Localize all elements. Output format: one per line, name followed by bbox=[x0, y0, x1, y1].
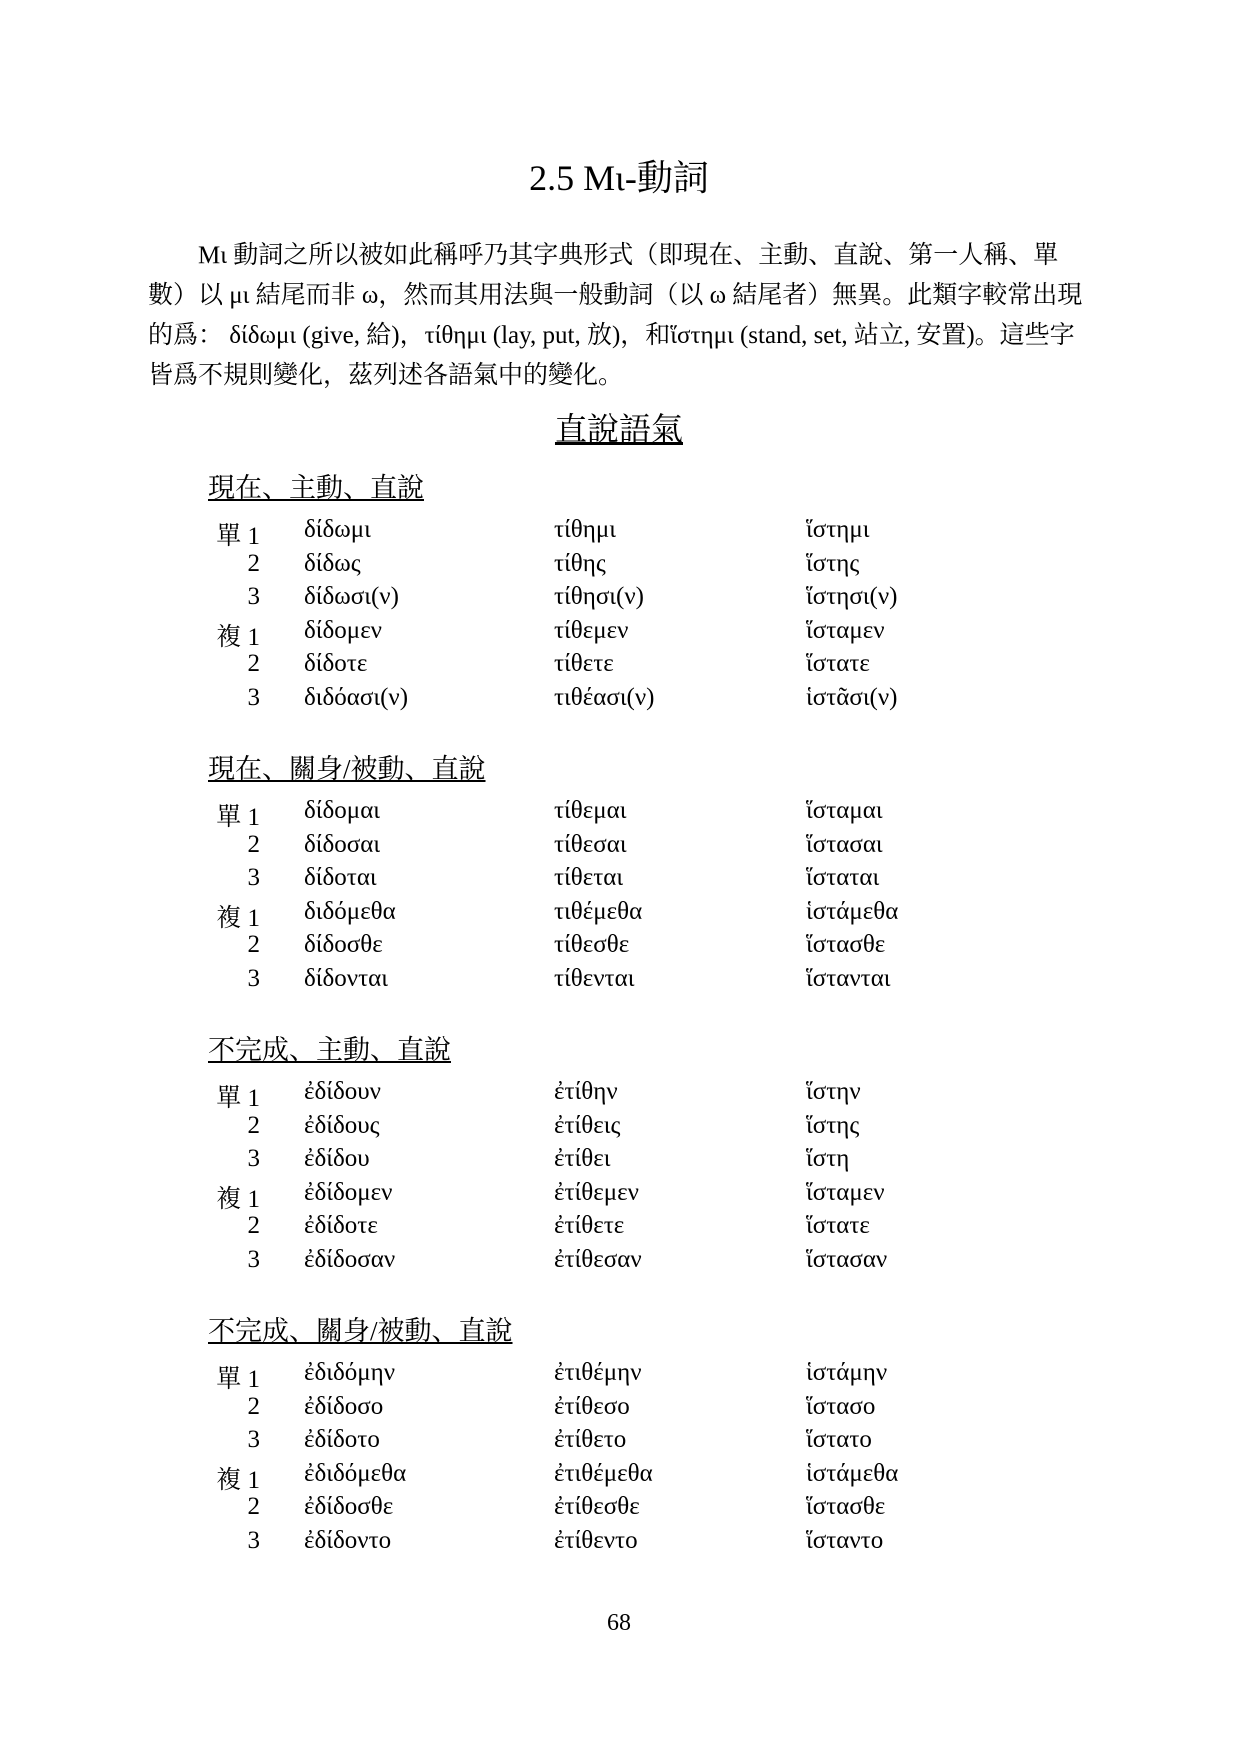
table-row bbox=[208, 797, 883, 831]
histemi-form: ἵστασο bbox=[806, 1392, 876, 1420]
histemi-form: ἵστανται bbox=[806, 964, 891, 992]
table-row bbox=[208, 1245, 888, 1280]
tithemi-form: ἐτίθεντο bbox=[554, 1526, 638, 1554]
person-label: 3 bbox=[247, 964, 260, 992]
person-label: 2 bbox=[247, 1111, 260, 1139]
conjugation-section bbox=[208, 468, 898, 717]
person-label: 複 1 bbox=[216, 1185, 260, 1213]
tithemi-form: ἐτίθεσθε bbox=[554, 1493, 640, 1520]
histemi-form: ἵσταμεν bbox=[806, 616, 885, 644]
histemi-form: ἵστασαι bbox=[806, 830, 883, 858]
histemi-form: ἱστάμην bbox=[806, 1359, 888, 1386]
mood-heading: 直說語氣 bbox=[554, 411, 683, 447]
didomi-form: δίδως bbox=[304, 549, 361, 577]
table-row bbox=[208, 549, 860, 584]
table-row bbox=[208, 1145, 850, 1179]
didomi-form: δίδωσι(ν) bbox=[304, 583, 399, 610]
person-label: 複 1 bbox=[216, 623, 260, 651]
person-label: 2 bbox=[247, 549, 260, 577]
histemi-form: ἵστης bbox=[806, 1111, 860, 1139]
table-row bbox=[208, 683, 898, 718]
table-row bbox=[208, 897, 899, 932]
table-row bbox=[208, 1526, 884, 1561]
histemi-form: ἵστατε bbox=[806, 650, 870, 677]
tithemi-form: τίθης bbox=[554, 549, 606, 577]
histemi-form: ἵστατο bbox=[806, 1426, 872, 1453]
table-row bbox=[208, 1426, 872, 1460]
didomi-form: ἐδίδοσθε bbox=[304, 1493, 394, 1520]
tithemi-form: τιθέασι(ν) bbox=[554, 683, 655, 711]
tithemi-form: τιθέμεθα bbox=[554, 897, 643, 925]
histemi-form: ἵστης bbox=[806, 549, 860, 577]
table-row bbox=[208, 1392, 876, 1427]
histemi-form: ἵστασαν bbox=[806, 1245, 888, 1273]
didomi-form: ἐδίδουν bbox=[304, 1078, 381, 1105]
table-row bbox=[208, 830, 883, 865]
table-row bbox=[208, 1178, 885, 1213]
person-label: 3 bbox=[247, 864, 260, 891]
didomi-form: ἐδίδοτε bbox=[304, 1212, 378, 1239]
tithemi-form: ἐτίθην bbox=[554, 1078, 618, 1105]
table-row bbox=[208, 650, 870, 684]
section-title: 不完成、主動、直說 bbox=[208, 1035, 451, 1065]
tithemi-form: τίθεσαι bbox=[554, 830, 627, 858]
person-label: 2 bbox=[247, 830, 260, 858]
tithemi-form: ἐτιθέμεθα bbox=[554, 1459, 653, 1487]
histemi-form: ἵσταμεν bbox=[806, 1178, 885, 1206]
histemi-form: ἵστη bbox=[806, 1145, 850, 1172]
table-row bbox=[208, 1459, 899, 1494]
conjugation-section bbox=[208, 749, 899, 998]
table-row bbox=[208, 616, 885, 651]
person-label: 2 bbox=[247, 931, 260, 958]
didomi-form: ἐδίδοσο bbox=[304, 1392, 384, 1420]
table-row bbox=[208, 583, 898, 617]
histemi-form: ἵστην bbox=[806, 1078, 861, 1105]
table-row bbox=[208, 864, 880, 898]
histemi-form: ἵστημι bbox=[806, 516, 870, 543]
person-label: 3 bbox=[247, 1426, 260, 1453]
tithemi-form: τίθεμαι bbox=[554, 797, 627, 824]
didomi-form: ἐδιδόμεθα bbox=[304, 1459, 407, 1487]
didomi-form: ἐδίδους bbox=[304, 1111, 380, 1139]
histemi-form: ἵσταμαι bbox=[806, 797, 883, 824]
person-label: 3 bbox=[247, 683, 260, 711]
section-title: 現在、主動、直說 bbox=[208, 473, 424, 503]
didomi-form: ἐδίδοτο bbox=[304, 1426, 380, 1453]
table-row bbox=[208, 964, 891, 999]
table-row bbox=[208, 931, 886, 965]
tithemi-form: τίθενται bbox=[554, 964, 635, 992]
histemi-form: ἵστησι(ν) bbox=[806, 583, 898, 610]
didomi-form: δίδοσθε bbox=[304, 931, 383, 958]
didomi-form: δίδοτε bbox=[304, 650, 368, 677]
didomi-form: διδόασι(ν) bbox=[304, 683, 409, 711]
person-label: 2 bbox=[247, 650, 260, 677]
tithemi-form: ἐτίθεμεν bbox=[554, 1178, 639, 1206]
didomi-form: ἐδιδόμην bbox=[304, 1359, 396, 1386]
histemi-form: ἵσταντο bbox=[806, 1526, 884, 1554]
person-label: 單 1 bbox=[216, 1085, 260, 1112]
tithemi-form: τίθεσθε bbox=[554, 931, 630, 958]
didomi-form: δίδομαι bbox=[304, 797, 381, 824]
section-title: 不完成、關身/被動、直說 bbox=[208, 1316, 513, 1346]
didomi-form: ἐδίδοσαν bbox=[304, 1245, 396, 1273]
didomi-form: ἐδίδομεν bbox=[304, 1178, 393, 1206]
tithemi-form: ἐτίθεις bbox=[554, 1111, 621, 1139]
person-label: 3 bbox=[247, 1526, 260, 1554]
didomi-form: δίδομεν bbox=[304, 616, 382, 644]
section-title: 現在、關身/被動、直說 bbox=[208, 754, 486, 784]
table-row bbox=[208, 1493, 886, 1527]
tithemi-form: ἐτίθει bbox=[554, 1145, 611, 1172]
tithemi-form: τίθεται bbox=[554, 864, 624, 891]
didomi-form: δίδοσαι bbox=[304, 830, 381, 858]
person-label: 2 bbox=[247, 1392, 260, 1420]
tithemi-form: τίθησι(ν) bbox=[554, 583, 644, 610]
person-label: 複 1 bbox=[216, 1466, 260, 1494]
histemi-form: ἱστᾶσι(ν) bbox=[806, 683, 898, 711]
histemi-form: ἱστάμεθα bbox=[806, 1459, 899, 1487]
intro-paragraph bbox=[148, 236, 1093, 396]
tithemi-form: ἐτίθεσο bbox=[554, 1392, 630, 1420]
person-label: 3 bbox=[247, 1245, 260, 1273]
histemi-form: ἵστασθε bbox=[806, 931, 886, 958]
conjugation-section bbox=[208, 1311, 899, 1560]
person-label: 單 1 bbox=[216, 523, 260, 550]
tithemi-form: τίθετε bbox=[554, 650, 614, 677]
conjugation-section bbox=[208, 1030, 888, 1279]
histemi-form: ἵστασθε bbox=[806, 1493, 886, 1520]
didomi-form: δίδονται bbox=[304, 964, 388, 992]
tithemi-form: ἐτιθέμην bbox=[554, 1359, 642, 1386]
tithemi-form: ἐτίθετο bbox=[554, 1426, 627, 1453]
person-label: 單 1 bbox=[216, 1366, 260, 1393]
didomi-form: δίδωμι bbox=[304, 516, 371, 543]
histemi-form: ἵστατε bbox=[806, 1212, 870, 1239]
tithemi-form: τίθημι bbox=[554, 516, 616, 543]
person-label: 2 bbox=[247, 1212, 260, 1239]
person-label: 3 bbox=[247, 583, 260, 610]
page-title: 2.5 Μι-動詞 bbox=[529, 158, 709, 198]
intro-text: Μι 動詞之所以被如此稱呼乃其字典形式（即現在、主動、直說、第一人稱、單數）以 μι 結尾而非 ω，然而其用法與一般動詞（以 ω 結尾者）無異。此類字較常出現的爲： δίδωμι (give, 給)，τίθημι (lay, put, 放)，和ἵστημι (stand, set, 站立, 安置)。這些字皆爲不規則變化，茲列述各語氣中的變化。 bbox=[148, 242, 1083, 389]
didomi-form: ἐδίδοντο bbox=[304, 1526, 392, 1554]
table-row bbox=[208, 1078, 861, 1112]
tithemi-form: τίθεμεν bbox=[554, 616, 629, 644]
table-row bbox=[208, 1359, 888, 1393]
histemi-form: ἱστάμεθα bbox=[806, 897, 899, 925]
person-label: 單 1 bbox=[216, 804, 260, 831]
page-number: 68 bbox=[607, 1610, 631, 1636]
person-label: 3 bbox=[247, 1145, 260, 1172]
table-row bbox=[208, 1212, 870, 1246]
person-label: 複 1 bbox=[216, 904, 260, 932]
person-label: 2 bbox=[247, 1493, 260, 1520]
tithemi-form: ἐτίθεσαν bbox=[554, 1245, 642, 1273]
didomi-form: δίδοται bbox=[304, 864, 377, 891]
didomi-form: διδόμεθα bbox=[304, 897, 396, 925]
table-row bbox=[208, 1111, 860, 1146]
histemi-form: ἵσταται bbox=[806, 864, 880, 891]
tithemi-form: ἐτίθετε bbox=[554, 1212, 625, 1239]
didomi-form: ἐδίδου bbox=[304, 1145, 370, 1172]
table-row bbox=[208, 516, 870, 550]
